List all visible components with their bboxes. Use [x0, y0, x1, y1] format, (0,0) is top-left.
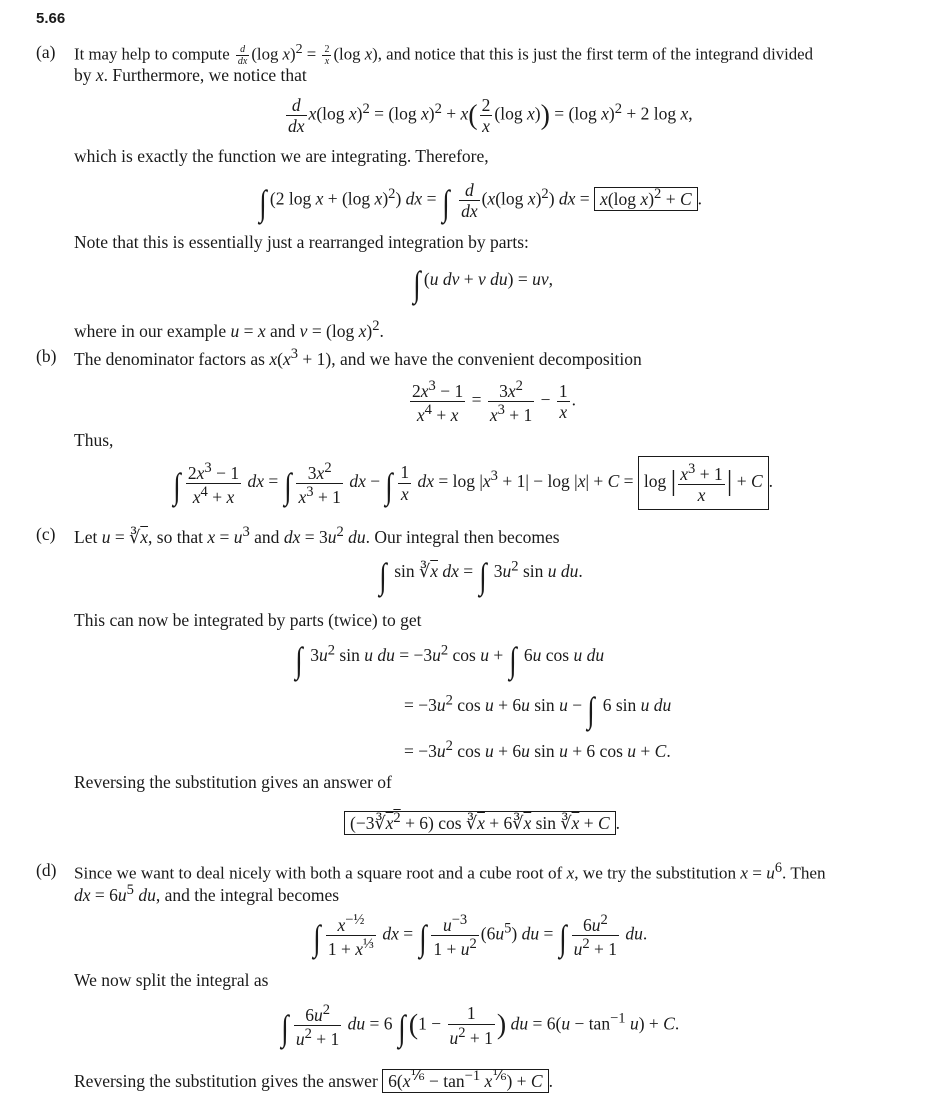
part-d-text-1: Since we want to deal nicely with both a square root and a cube root of x, we try the substitution $x = u^6$. Then [74, 860, 826, 883]
part-a-label: (a) [36, 42, 56, 62]
part-b-equation-2: ∫ $\frac{2x^3 - 1}{x^4 + x}$ dx = ∫ $\frac{3x^2}{x^3 + 1}$ dx − ∫ $\frac{1}{x}$ dx = $\log |x^3 + 1| - \log |x| + C = \log$ | $\frac{x^3 + 1}{x}$ | + C . [172, 456, 773, 510]
problem-number: 5.66 [36, 10, 66, 27]
part-a-text-2: by x. Furthermore, we notice that [74, 65, 307, 85]
part-c-label: (c) [36, 524, 56, 544]
part-a-equation-1: $\frac{d}{dx}$ x(log x)$^2$ = (log x)$^2$ + x( $\frac{2}{x}$ (log x)) = (log x)$^2$ + 2 log x, [288, 95, 693, 137]
part-b-equation-1: $\frac{2x^3 - 1}{x^4 + x}$ = $\frac{3x^2}{x^3 + 1}$ − $\frac{1}{x}$ . [412, 378, 577, 425]
part-a-text-3: which is exactly the function we are integrating. Therefore, [74, 146, 489, 166]
part-d-text-4: Reversing the substitution gives the answer $6(x^{\frac{1}{6}} - \tan^{-1} x^{\frac{1}{6}}) + C$ . [74, 1068, 553, 1091]
part-a-equation-3: ∫ (u dv + v du) = uv, [413, 264, 553, 304]
part-c-text-2: This can now be integrated by parts (twice) to get [74, 610, 422, 630]
part-c-equation-4: = $-3u^2$ cos u + 6u sin u + 6 cos u + C. [404, 738, 671, 761]
part-a-text-4: Note that this is essentially just a rearranged integration by parts: [74, 232, 529, 252]
part-c-text-1: Let $u = ∛\overline{x}$, so that $x = u^3$ and dx = $3u^2$ du. Our integral then becomes [74, 524, 560, 547]
part-d-equation-1: ∫ $\frac{x^{-\frac{1}{2}}}{1 + x^{\frac{1}{3}}}$ dx = ∫ $\frac{u^{-3}}{1 + u^2}$ $(6u^5)$ du = ∫ $\frac{6u^2}{u^2 + 1}$ du. [313, 912, 648, 959]
part-d-text-2: dx = $6u^5$ du, and the integral becomes [74, 882, 340, 905]
part-b-text-1: The denominator factors as $x(x^3 + 1)$, and we have the convenient decomposition [74, 346, 642, 369]
part-b-label: (b) [36, 346, 57, 366]
part-c-equation-5: $(-3∛x^2 + 6)$ $\cos ∛\overline{x}$ + $6∛\overline{x}$ $\sin ∛\overline{x} + C$ . [344, 810, 620, 833]
part-d-text-3: We now split the integral as [74, 970, 269, 990]
part-a-text-1: It may help to compute $\frac{d}{dx}$ (log x)$^2$ = $\frac{2}{x}$ (log x), and notice that this is just the first term of the integrand divided [74, 42, 814, 68]
part-a-equation-2: ∫ (2 log x + (log x)$^2$) dx = ∫ $\frac{d}{dx}$ (x(log x)$^2$) dx = x(log x)$^2$ + C . [259, 180, 702, 224]
part-b-text-2: Thus, [74, 430, 114, 450]
part-c-equation-2: ∫ $3u^2$ sin u du = $-3u^2$ cos u + ∫ 6u cos u du [295, 640, 605, 680]
part-d-label: (d) [36, 860, 57, 880]
part-d-equation-2: ∫ $\frac{6u^2}{u^2 + 1}$ du = 6 ∫ (1 − $\frac{1}{u^2 + 1}$ ) du = $6(u - \tan^{-1} u) + C$. [281, 1002, 680, 1049]
part-c-equation-1: ∫ $\sin ∛\overline{x}$ dx = ∫ $3u^2$ sin u du. [379, 556, 583, 596]
part-c-equation-3: = $-3u^2$ cos u + 6u sin u − ∫ 6 sin u du [404, 690, 672, 730]
part-c-text-3: Reversing the substitution gives an answer of [74, 772, 392, 792]
part-a-text-5: where in our example u = x and v = (log x)$^2$. [74, 318, 384, 341]
